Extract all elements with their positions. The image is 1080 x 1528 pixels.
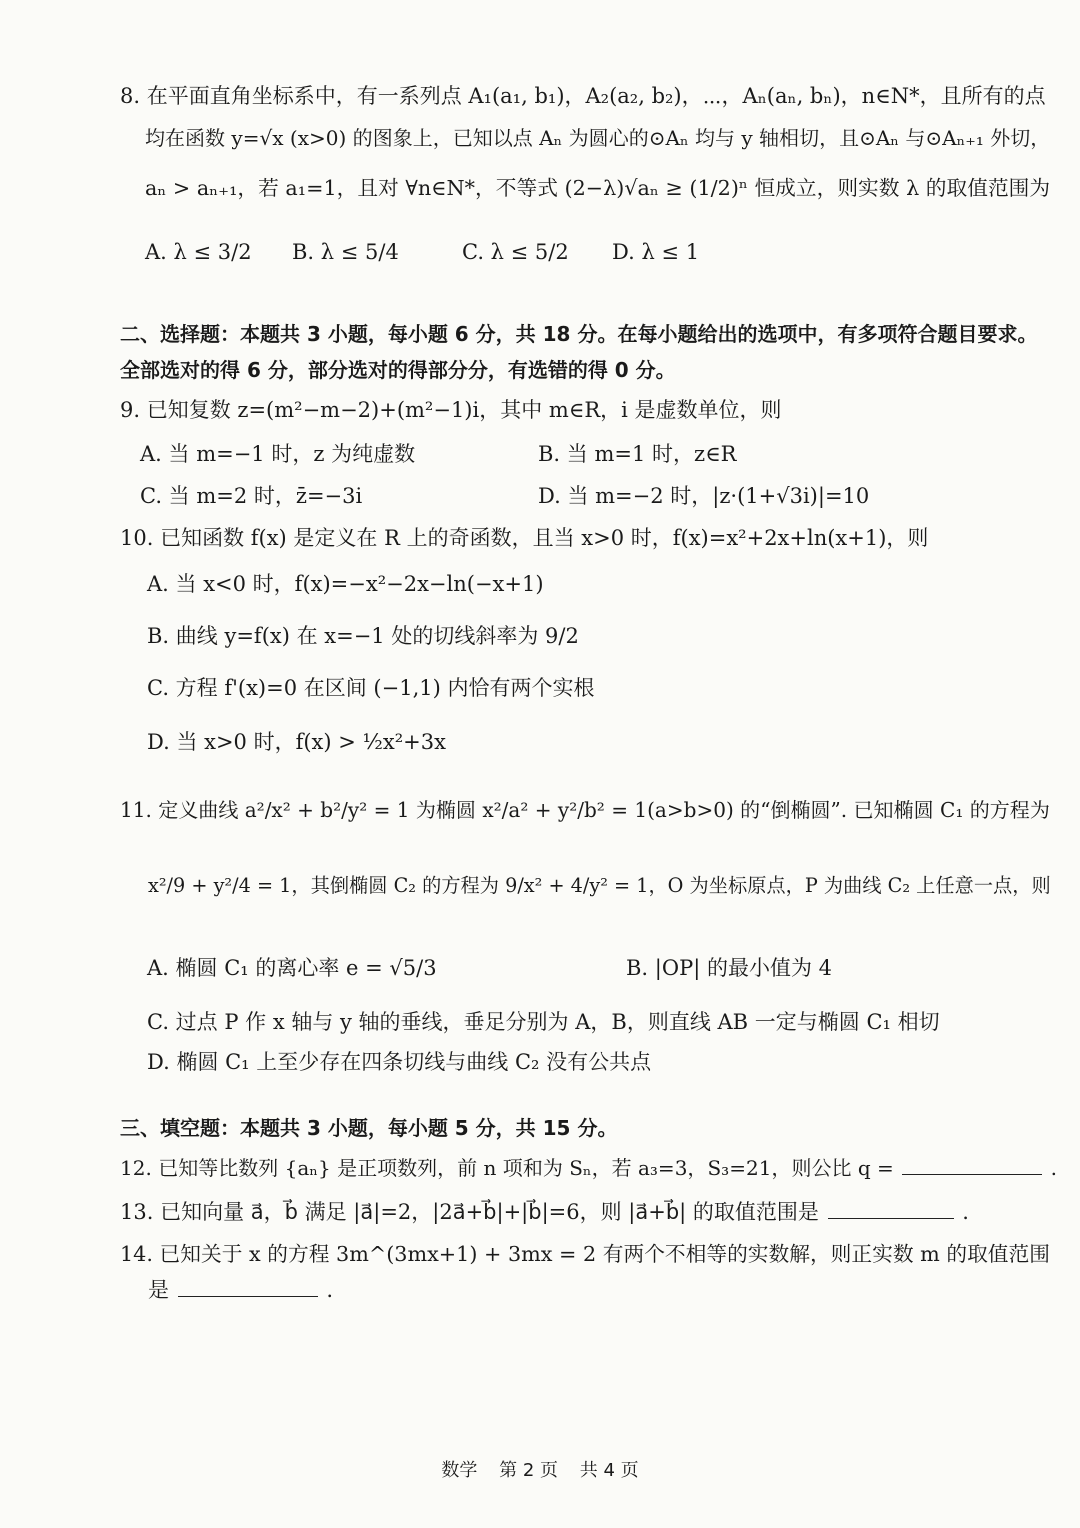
q12-end: . — [1050, 1156, 1057, 1180]
q9-option-c: C. 当 m=2 时，z̄=−3i — [140, 484, 363, 508]
q10-option-c: C. 方程 f'(x)=0 在区间 (−1,1) 内恰有两个实根 — [147, 676, 595, 700]
q12-answer-blank[interactable] — [902, 1156, 1042, 1175]
q11-option-c: C. 过点 P 作 x 轴与 y 轴的垂线，垂足分别为 A，B，则直线 AB 一定与椭圆 C₁ 相切 — [147, 1010, 940, 1034]
footer-subject: 数学 — [441, 1460, 478, 1481]
q12-text: 12. 已知等比数列 {aₙ} 是正项数列，前 n 项和为 Sₙ，若 a₃=3，S₃=21，则公比 q = — [120, 1156, 894, 1180]
q10-stem: 10. 已知函数 f(x) 是定义在 R 上的奇函数，且当 x>0 时，f(x)=x²+2x+ln(x+1)，则 — [120, 526, 929, 550]
q12 — [120, 1156, 1057, 1180]
q8-option-c: C. λ ≤ 5/2 — [462, 240, 569, 264]
q14-text: 是 — [148, 1278, 169, 1302]
q9-stem: 9. 已知复数 z=(m²−m−2)+(m²−1)i，其中 m∈R，i 是虚数单位，则 — [120, 398, 782, 422]
q11-option-b: B. |OP| 的最小值为 4 — [626, 956, 832, 980]
q11-option-a: A. 椭圆 C₁ 的离心率 e = √5/3 — [147, 956, 437, 980]
q11-line2: x²/9 + y²/4 = 1，其倒椭圆 C₂ 的方程为 9/x² + 4/y² = 1，O 为坐标原点，P 为曲线 C₂ 上任意一点，则 — [148, 874, 1051, 897]
section3-heading: 三、填空题：本题共 3 小题，每小题 5 分，共 15 分。 — [120, 1116, 618, 1140]
q13 — [120, 1200, 969, 1225]
q8-option-a: A. λ ≤ 3/2 — [145, 240, 252, 264]
footer-page: 第 2 页 — [499, 1460, 558, 1481]
q10-option-d: D. 当 x>0 时，f(x) > ½x²+3x — [147, 730, 446, 754]
q8-line3: aₙ > aₙ₊₁，若 a₁=1，且对 ∀n∈N*，不等式 (2−λ)√aₙ ≥ (1/2)ⁿ 恒成立，则实数 λ 的取值范围为 — [145, 176, 1051, 200]
q13-end: . — [962, 1200, 969, 1224]
q14-answer-blank[interactable] — [178, 1278, 318, 1297]
q8-line1: 8. 在平面直角坐标系中，有一系列点 A₁(a₁, b₁)，A₂(a₂, b₂)，⋯，Aₙ(aₙ, bₙ)，n∈N*，且所有的点 — [120, 84, 1046, 108]
footer-total: 共 4 页 — [579, 1460, 639, 1481]
q14-line2 — [148, 1278, 333, 1303]
q9-option-a: A. 当 m=−1 时，z 为纯虚数 — [140, 442, 416, 466]
q11-line1: 11. 定义曲线 a²/x² + b²/y² = 1 为椭圆 x²/a² + y²/b² = 1(a>b>0) 的“倒椭圆”. 已知椭圆 C₁ 的方程为 — [120, 798, 1050, 822]
section2-heading-cont: 全部选对的得 6 分，部分选对的得部分分，有选错的得 0 分。 — [120, 358, 676, 382]
q8-option-d: D. λ ≤ 1 — [612, 240, 700, 264]
q10-option-a: A. 当 x<0 时，f(x)=−x²−2x−ln(−x+1) — [147, 572, 544, 596]
page-footer — [0, 1456, 1080, 1482]
q8-line2: 均在函数 y=√x (x>0) 的图象上，已知以点 Aₙ 为圆心的⊙Aₙ 均与 y 轴相切，且⊙Aₙ 与⊙Aₙ₊₁ 外切， — [145, 126, 1051, 150]
q14-line1: 14. 已知关于 x 的方程 3m^(3mx+1) + 3mx = 2 有两个不相等的实数解，则正实数 m 的取值范围 — [120, 1242, 1050, 1266]
q8-option-b: B. λ ≤ 5/4 — [292, 240, 399, 264]
q13-text: 13. 已知向量 a⃗，b⃗ 满足 |a⃗|=2，|2a⃗+b⃗|+|b⃗|=6，则 |a⃗+b⃗| 的取值范围是 — [120, 1200, 819, 1224]
q9-option-b: B. 当 m=1 时，z∈R — [538, 442, 737, 466]
q11-option-d: D. 椭圆 C₁ 上至少存在四条切线与曲线 C₂ 没有公共点 — [147, 1050, 652, 1074]
q14-end: . — [326, 1278, 334, 1302]
section2-heading: 二、选择题：本题共 3 小题，每小题 6 分，共 18 分。在每小题给出的选项中，有多项符合题目要求。 — [120, 322, 1038, 346]
q9-option-d: D. 当 m=−2 时，|z·(1+√3i)|=10 — [538, 484, 870, 508]
q13-answer-blank[interactable] — [828, 1200, 954, 1219]
q10-option-b: B. 曲线 y=f(x) 在 x=−1 处的切线斜率为 9/2 — [147, 624, 579, 648]
